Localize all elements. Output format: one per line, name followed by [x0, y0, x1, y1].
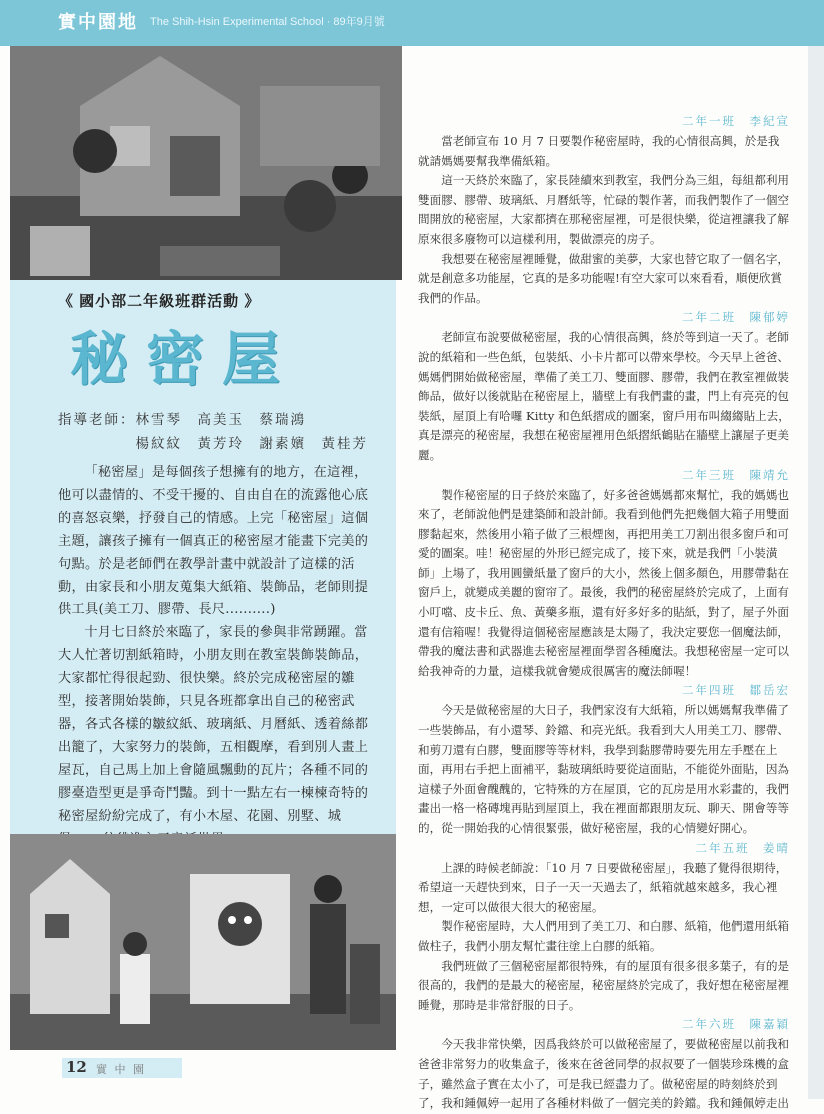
essay-paragraph: 我想要在秘密屋裡睡覺，做甜蜜的美夢，大家也替它取了一個名字，就是創意多功能屋，它真的是多功能喔!有空大家可以來看看，順便欣賞我們的作品。	[418, 251, 790, 305]
essay-author: 二年五班 姜晴	[695, 840, 790, 855]
essay	[418, 466, 790, 682]
essay-paragraph: 今天我非常快樂，因爲我終於可以做秘密屋了，要做秘密屋以前我和爸爸非常努力的收集盒子，後來在爸爸同學的叔叔要了一個裝珍珠機的盒子，雖然盒子實在太小了，可是我已經盡力了。做秘密屋的時刻終於到了，我和鍾佩婷一起用了各種材料做了一個完美的鈴鐺。我和鍾佩婷走出	[418, 1037, 790, 1111]
magazine-subtitle: The Shih-Hsin Experimental School · 89年9月號	[150, 16, 385, 28]
magazine-title: 實中園地	[58, 12, 138, 33]
intro-paragraph: 十月七日終於來臨了，家長的參與非常踴躍。當大人忙著切割紙箱時，小朋友則在教室裝飾裝飾品，大家都忙得很起勁、很快樂。終於完成秘密屋的雛型，接著開始裝飾，只見各班都拿出自己的秘密武器，各式各樣的皺紋紙、玻璃紙、月曆紙、透着絲都出籠了，大家努力的裝飾，五相觀摩，看到別人畫上屋瓦，自己馬上加上會隨風飄動的瓦片；各種不同的膠臺造型更是爭奇鬥豔。到十一點左右一楝楝奇特的秘密屋紛紛完成了，有小木屋、花園、別墅、城	[58, 625, 369, 824]
photo-finished-houses	[10, 834, 396, 1050]
essay-author: 二年二班 陳郁婷	[682, 310, 790, 325]
page-spine	[808, 46, 824, 1099]
article-title: 秘密屋	[70, 325, 299, 393]
essay-paragraph: 這一天終於來臨了，家長陸續來到教室，我們分為三組，每組都利用雙面膠、膠帶、玻璃紙、月曆紙等，忙碌的製作著，而我們製作了一個空間開放的秘密屋，大家都擠在那秘密屋裡，可是很快樂，從這裡讓我了解原來很多廢物可以這樣利用，製做漂亮的房子。	[418, 173, 790, 246]
essay	[418, 839, 790, 1016]
teacher-row: 楊紋紋 黃芳玲 謝素嬪 黃桂芳	[58, 436, 368, 452]
teacher-row: 指導老師：林雪琴 高美玉 蔡瑞鴻	[58, 412, 306, 428]
essay	[418, 308, 790, 465]
essay-paragraph: 當老師宣布 10 月 7 日要製作秘密屋時，我的心情很高興，於是我就請媽媽要幫我準備紙箱。	[418, 134, 780, 168]
article-subtitle: 《 國小部二年級班群活動 》	[58, 293, 261, 310]
teacher-list	[58, 408, 388, 456]
essay-author: 二年三班 陳靖允	[682, 467, 790, 482]
essay-paragraph: 我們班做了三個秘密屋都很特殊，有的屋頂有很多很多葉子，有的是很高的，我們的是最大的秘密屋，秘密屋終於完成了，我好想在秘密屋裡睡覺，那時是非常舒服的日子。	[418, 958, 790, 1012]
essay-paragraph: 老師宣布說要做秘密屋，我的心情很高興，終於等到這一天了。老師說的紙箱和一些色紙，包裝紙、小卡片都可以帶來學校。今天早上爸爸、媽媽們開始做秘密屋，準備了美工刀、雙面膠、膠帶，我們在教室裡做裝飾品，做好以後就貼在秘密屋上，牆壁上有我們畫的畫，門上有亮亮的包裝紙，屋頂上有哈囉 Kitty 和色紙摺成的圖案，窗戶用布叫縐縐貼上去，真是漂亮的秘密屋，我想在秘密屋裡用色紙摺紙鶴貼在牆壁上讓屋子更美麗。	[418, 330, 790, 462]
intro-paragraph: 「秘密屋」是每個孩子想擁有的地方，在這裡，他可以盡情的、不受干擾的、自由自在的流露他心底的喜怒哀樂，抒發自己的情感。上完「秘密屋」這個主題，讓孩子擁有一個真正的秘密屋才能畫下完美的句點。於是老師們在教學計畫中就設計了這樣的活動，由家長和小朋友蒐集大紙箱、裝飾品，老師則提供工具(美工刀、膠帶、長尺..........)	[58, 465, 369, 618]
essay-paragraph: 製作秘密屋時，大人們用到了美工刀、和白膠、紙箱，他們還用紙箱做柱子，我們小朋友幫忙畫往塗上白膠的紙箱。	[418, 919, 790, 953]
essay	[418, 681, 790, 838]
essay-author: 二年六班 陳嘉穎	[682, 1017, 790, 1032]
footer-section: 實 中 園	[96, 1063, 146, 1076]
essay-paragraph: 製作秘密屋的日子終於來臨了，好多爸爸媽媽都來幫忙，我的媽媽也來了，老師說他們是建築師和設計師。我看到他們先把幾個大箱子用雙面膠黏起來，然後用小箱子做了三根煙囪，再把用美工刀割出很多窗戶和可愛的圖案。哇！秘密屋的外形已經完成了，接下來，就是我們「小裝潢師」上場了，我用圓蠻紙量了窗戶的大小，然後上個多顏色，用膠帶黏在窗戶上，就變成美麗的窗帘了。最後，我們的秘密屋終於完成了，上面有小叮噹、皮卡丘、魚、黃藥多瓶，還有好多好多的貼紙，對了，屋子外面還有信箱喔！我覺得這個秘密屋應該是太陽了，我決定要您一個魔法師，帶我的魔法書和武器進去秘密屋裡面學習各種魔法。我想秘密屋一定可以給我神奇的力量，這樣我就會變成很厲害的魔法師喔！	[418, 487, 790, 678]
essay	[418, 112, 790, 308]
essay-paragraph: 上課的時候老師說：「10 月 7 日要做秘密屋」，我聽了覺得很期待，希望這一天趕快到來，日子一天一天過去了，紙箱就越來越多，我心裡想，一定可以做很大很大的秘密屋。	[418, 860, 788, 914]
header-bar	[0, 0, 824, 46]
photo-children-building-houses	[10, 46, 402, 280]
essay-author: 二年一班 李紀宣	[682, 114, 790, 128]
essay-author: 二年四班 鄒岳宏	[682, 683, 790, 698]
student-essays	[418, 112, 790, 1114]
page-number: 12	[66, 1058, 87, 1076]
photo-bottom-graphic	[10, 834, 396, 1050]
photo-top-graphic	[10, 46, 402, 280]
essay-paragraph: 今天是做秘密屋的大日子，我們家沒有大紙箱，所以媽媽幫我準備了一些裝飾品，有小還琴、鈴鐺、和亮光紙。我看到大人用美工刀、膠帶、和剪刀還有白膠，雙面膠等等材料，我學到黏膠帶時要先用左手壓在上面，再用右手把上面補平，黏玻璃紙時要從這面貼，不能從外面貼，因為這樣子外面會醜醜的，它特殊的方在屋頂，它的瓦房是用水彩畫的，我們畫出一格一格磚塊再貼到屋頂上，我在裡面都跟朋友玩、聊天、開會等等的，從一開始我的心情很緊張，做好秘密屋，我的心情變好開心。	[418, 703, 790, 835]
